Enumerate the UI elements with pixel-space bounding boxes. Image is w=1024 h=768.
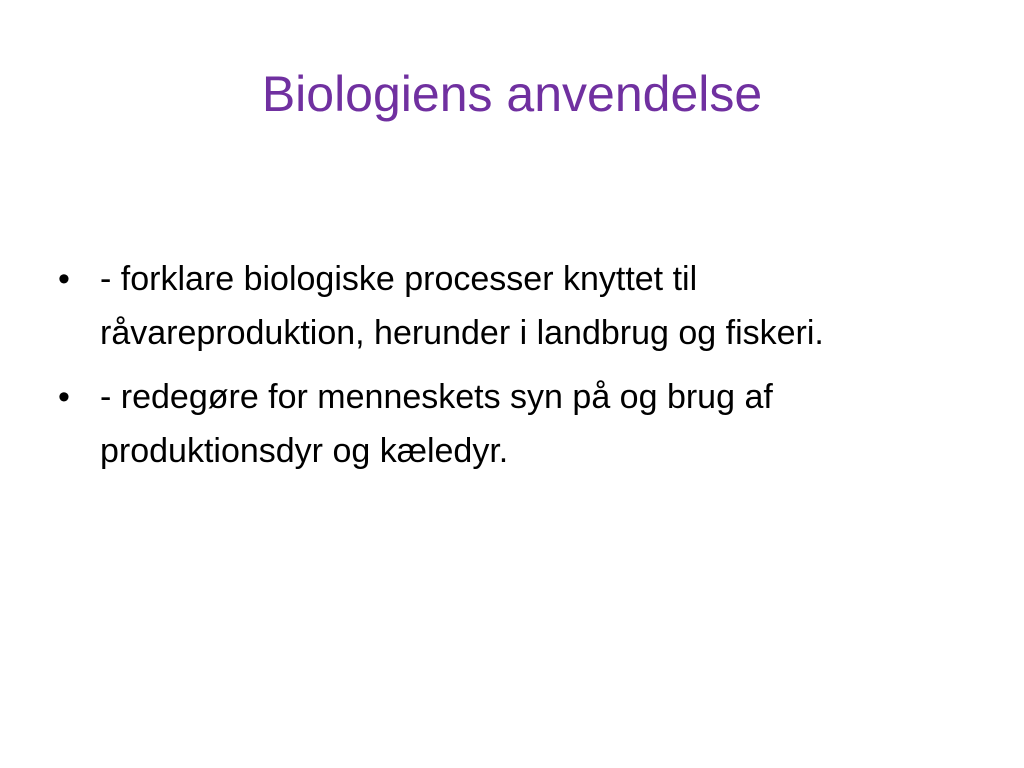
bullet-list	[58, 252, 958, 488]
bullet-text: - forklare biologiske processer knyttet til råvareproduktion, herunder i landbrug og fiskeri.	[100, 260, 824, 352]
bullet-text: - redegøre for menneskets syn på og brug af produktionsdyr og kæledyr.	[100, 378, 773, 470]
bullet-dot-icon: •	[58, 260, 70, 298]
slide-title: Biologiens anvendelse	[261, 66, 763, 122]
bullet-item	[58, 252, 958, 360]
bullet-item	[58, 370, 958, 478]
bullet-dot-icon: •	[58, 378, 70, 416]
